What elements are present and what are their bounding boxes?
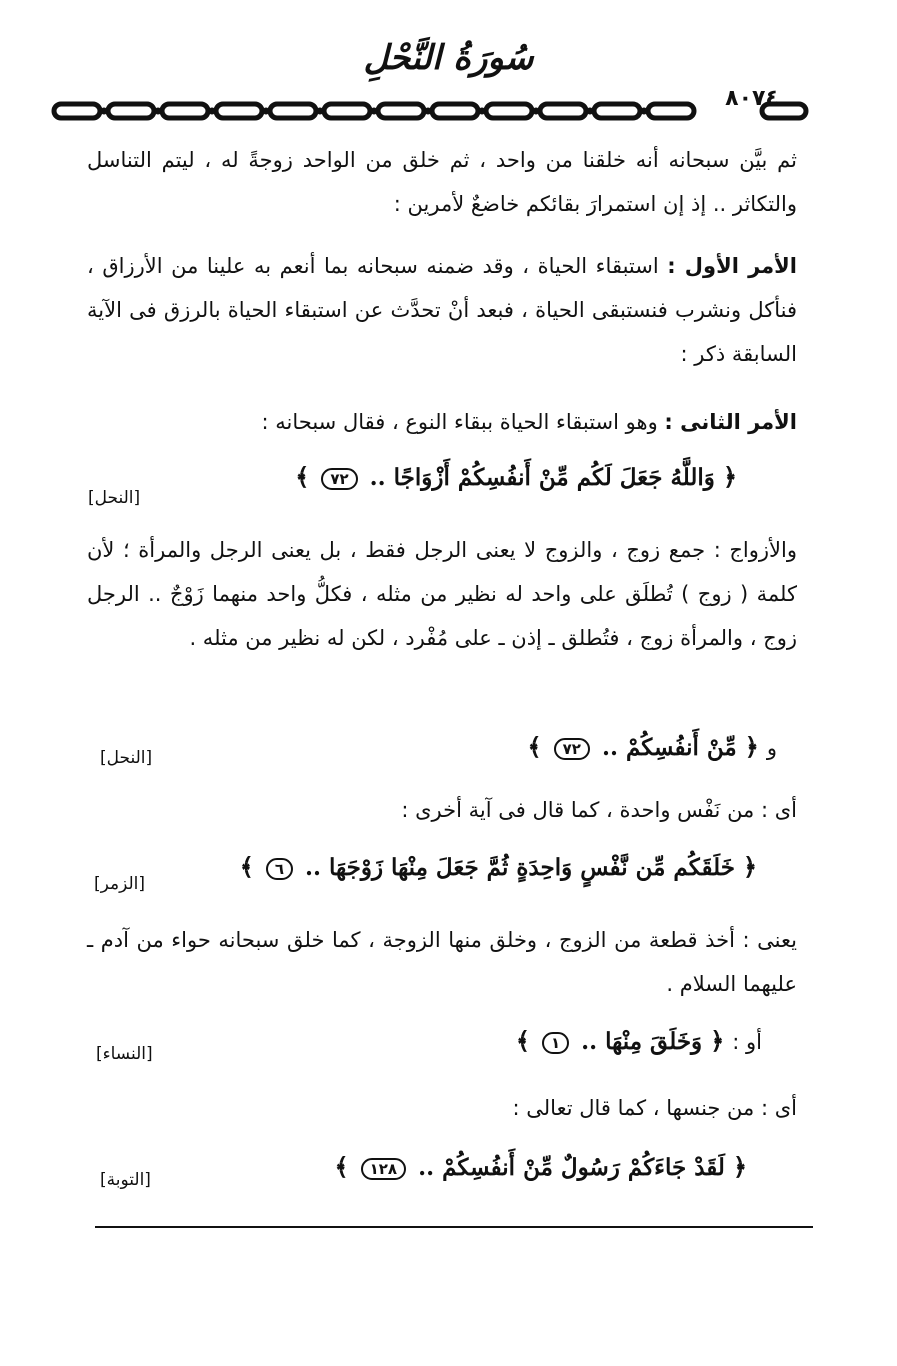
chain-link [324, 104, 370, 118]
second-matter-heading: الأمر الثانى : [664, 410, 797, 434]
surah-reference: [النساء] [96, 1044, 153, 1064]
verse-open-bracket: ﴿ [722, 462, 737, 491]
paragraph-7 [87, 1086, 797, 1130]
chain-dot [263, 108, 270, 115]
surah-reference: [النحل] [100, 748, 153, 768]
verse-prefix: أو : [732, 1030, 762, 1054]
chain-link [216, 104, 262, 118]
surah-reference: [التوبة] [100, 1170, 151, 1190]
verse-open-bracket: ﴿ [732, 1152, 747, 1181]
chain-link [540, 104, 586, 118]
paragraph-3-text: وهو استبقاء الحياة ببقاء النوع ، فقال سبحانه : [261, 410, 658, 434]
chain-link [54, 104, 100, 118]
quran-verse-5 [335, 1152, 747, 1181]
chain-dot [317, 108, 324, 115]
verse-number-badge: ٦ [266, 858, 293, 880]
verse-text: لَقَدْ جَاءَكُمْ رَسُولٌ مِّنْ أَنفُسِكُمْ .. [418, 1154, 725, 1181]
verse-number-badge: ١٢٨ [361, 1158, 406, 1180]
paragraph-5 [87, 788, 797, 832]
chain-dot [533, 108, 540, 115]
verse-number-badge: ٧٢ [554, 738, 590, 760]
verse-close-bracket: ﴾ [334, 1152, 349, 1181]
verse-text: وَاللَّهُ جَعَلَ لَكُم مِّنْ أَنفُسِكُمْ أَزْوَاجًا .. [369, 464, 715, 491]
paragraph-3 [87, 400, 797, 444]
quran-verse-2 [528, 732, 777, 761]
surah-title: سُورَةُ النَّحْلِ [363, 38, 534, 78]
paragraph-6-text: يعنى : أخذ قطعة من الزوج ، وخلق منها الزوجة ، كما خلق سبحانه حواء من آدم ـ عليهما السلام . [87, 928, 797, 996]
verse-number-badge: ١ [542, 1032, 569, 1054]
chain-link [270, 104, 316, 118]
surah-reference: [النحل] [88, 488, 141, 508]
chain-dot [425, 108, 432, 115]
chain-link [432, 104, 478, 118]
paragraph-5-text: أى : من نَفْس واحدة ، كما قال فى آية أخرى : [401, 798, 797, 822]
verse-prefix: و [766, 736, 777, 760]
paragraph-1 [87, 138, 797, 226]
verse-open-bracket: ﴿ [742, 852, 757, 881]
verse-open-bracket: ﴿ [710, 1026, 725, 1055]
chain-link [108, 104, 154, 118]
chain-link [648, 104, 694, 118]
paragraph-7-text: أى : من جنسها ، كما قال تعالى : [512, 1096, 797, 1120]
verse-close-bracket: ﴾ [239, 852, 254, 881]
chain-link [486, 104, 532, 118]
verse-open-bracket: ﴿ [744, 732, 759, 761]
paragraph-2 [87, 244, 797, 376]
verse-close-bracket: ﴾ [527, 732, 542, 761]
verse-close-bracket: ﴾ [515, 1026, 530, 1055]
chain-dot [155, 108, 162, 115]
quran-verse-3 [240, 852, 757, 881]
chain-dot [101, 108, 108, 115]
chain-dot [371, 108, 378, 115]
chain-dot [587, 108, 594, 115]
page-number: ٨٠٧٤ [725, 86, 779, 111]
paragraph-4-text: والأزواج : جمع زوج ، والزوج لا يعنى الرجل فقط ، بل يعنى الرجل والمرأة ؛ لأن كلمة ( زوج ) تُطلَق على واحد له نظير من مثله ، فكلُّ واحد منهما زَوْجٌ .. الرجل زوج ، والمرأة زوج ، فتُطلق ـ إذن ـ على مُفْرد ، لكن له نظير من مثله . [87, 538, 797, 650]
chain-link [594, 104, 640, 118]
ornamental-chain-border [50, 96, 810, 126]
paragraph-2-text: استبقاء الحياة ، وقد ضمنه سبحانه بما أنعم به علينا من الأرزاق ، فنأكل ونشرب فنستبقى الحياة ، فبعد أنْ تحدَّث عن استبقاء الحياة بالرزق فى الآية السابقة ذكر : [87, 254, 797, 366]
quran-verse-4 [516, 1026, 762, 1055]
verse-number-badge: ٧٢ [321, 468, 357, 490]
bottom-divider [95, 1226, 813, 1228]
surah-reference: [الزمر] [94, 874, 146, 894]
chain-dot [641, 108, 648, 115]
chain-link [162, 104, 208, 118]
quran-verse-1 [295, 462, 737, 491]
chain-dot [479, 108, 486, 115]
verse-text: مِّنْ أَنفُسِكُمْ .. [601, 734, 737, 761]
chain-link [378, 104, 424, 118]
paragraph-6 [87, 918, 797, 1006]
verse-text: خَلَقَكُم مِّن نَّفْسٍ وَاحِدَةٍ ثُمَّ جَعَلَ مِنْهَا زَوْجَهَا .. [304, 854, 735, 881]
verse-text: وَخَلَقَ مِنْهَا .. [581, 1028, 703, 1055]
verse-close-bracket: ﴾ [295, 462, 310, 491]
paragraph-1-text: ثم بيَّن سبحانه أنه خلقنا من واحد ، ثم خلق من الواحد زوجةً له ، ليتم التناسل والتكاثر .. إذ إن استمرارَ بقائكم خاضعٌ لأمرين : [87, 148, 797, 216]
paragraph-4 [87, 528, 797, 660]
first-matter-heading: الأمر الأول : [667, 254, 797, 278]
chain-dot [209, 108, 216, 115]
